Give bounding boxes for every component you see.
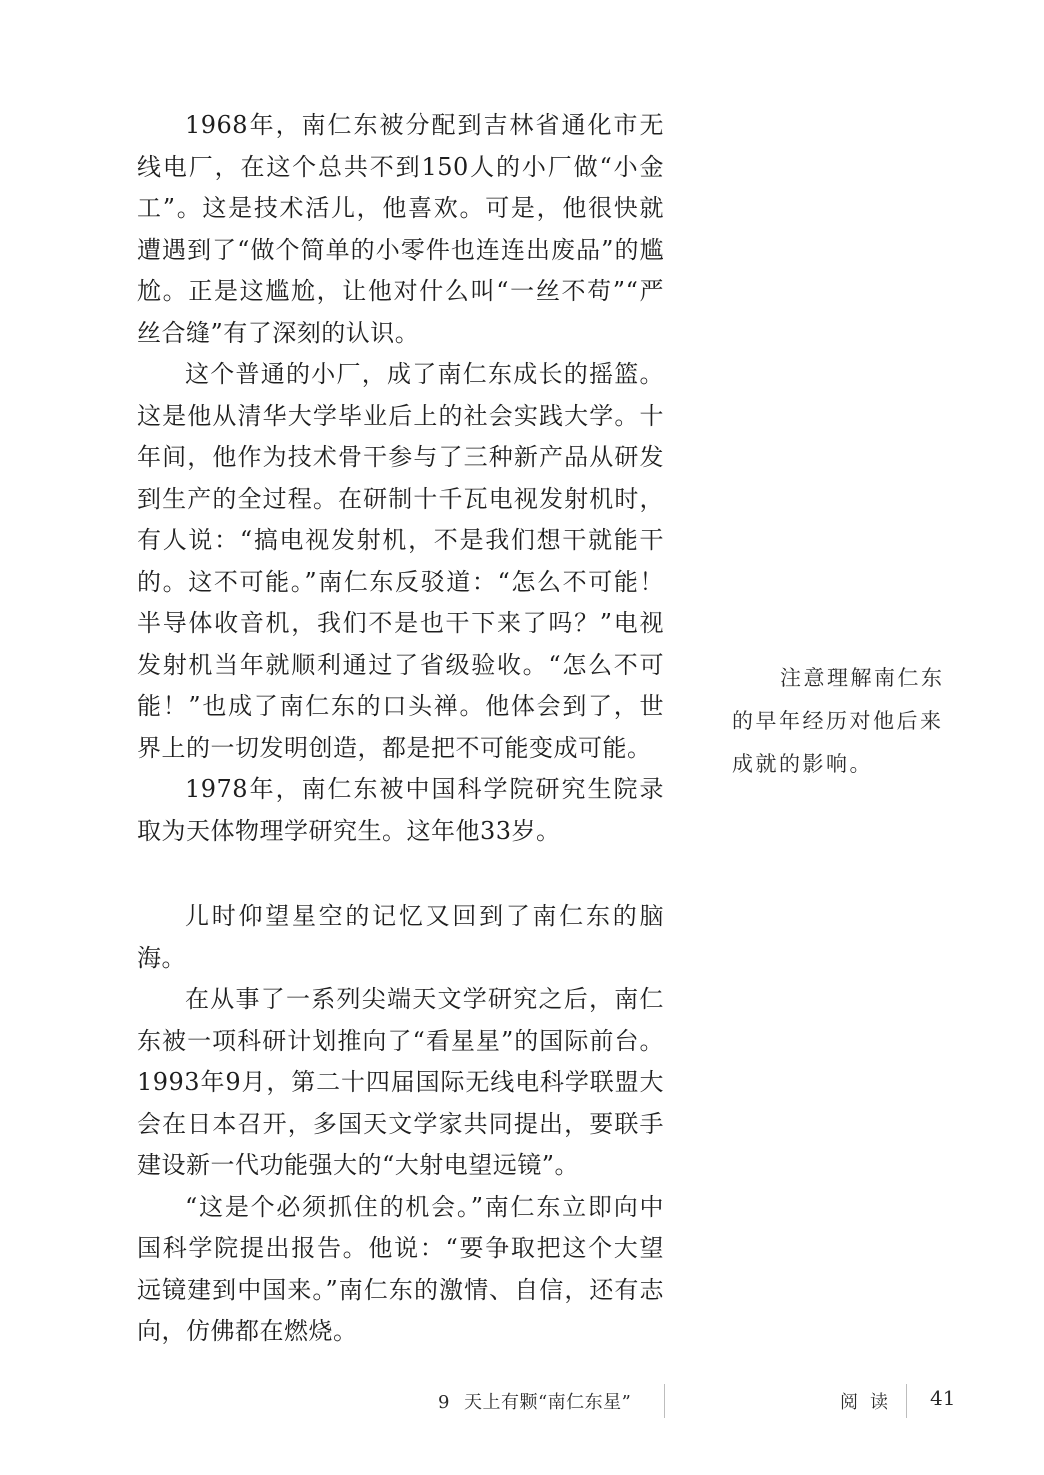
paragraph-factory: 这个普通的小厂，成了南仁东成长的摇篮。这是他从清华大学毕业后上的社会实践大学。十年间，他作为技术骨干参与了三种新产品从研发到生产的全过程。在研制十千瓦电视发射机时，有人说：“搞电视发射机，不是我们想干就能干的。这不可能。”南仁东反驳道：“怎么不可能！半导体收音机，我们不是也干下来了吗？”电视发射机当年就顺利通过了省级验收。“怎么不可能！”也成了南仁东的口头禅。他体会到了，世界上的一切发明创造，都是把不可能变成可能。 (137, 360, 664, 762)
lesson-title-text: 天上有颗“南仁东星” (463, 1392, 632, 1413)
side-note: 注意理解南仁东的早年经历对他后来成就的影响。 (732, 666, 945, 776)
paragraph-opportunity: “这是个必须抓住的机会。”南仁东立即向中国科学院提出报告。他说：“要争取把这个大望远镜建到中国来。”南仁东的激情、自信，还有志向，仿佛都在燃烧。 (137, 1192, 664, 1345)
footer-divider (664, 1384, 665, 1418)
section-gap (137, 852, 664, 896)
paragraph-1993: 在从事了一系列尖端天文学研究之后，南仁东被一项科研计划推向了“看星星”的国际前台。1993年9月，第二十四届国际无线电科学联盟大会在日本召开，多国天文学家共同提出，要联手建设新一代功能强大的“大射电望远镜”。 (137, 985, 664, 1179)
paragraph-1968: 1968年，南仁东被分配到吉林省通化市无线电厂，在这个总共不到150人的小厂做“小金工”。这是技术活儿，他喜欢。可是，他很快就遭遇到了“做个简单的小零件也连连出废品”的尴尬。正是这尴尬，让他对什么叫“一丝不苟”“严丝合缝”有了深刻的认识。 (137, 111, 664, 347)
paragraph-memory: 儿时仰望星空的记忆又回到了南仁东的脑海。 (137, 902, 664, 972)
lesson-title (438, 1388, 631, 1414)
lesson-number: 9 (438, 1392, 450, 1413)
paragraph-1978: 1978年，南仁东被中国科学院研究生院录取为天体物理学研究生。这年他33岁。 (137, 775, 664, 845)
footer-divider (906, 1384, 907, 1418)
page-footer (0, 1384, 1044, 1420)
section-label: 阅读 (840, 1392, 900, 1413)
page-number: 41 (930, 1386, 956, 1410)
main-text (137, 105, 664, 1353)
